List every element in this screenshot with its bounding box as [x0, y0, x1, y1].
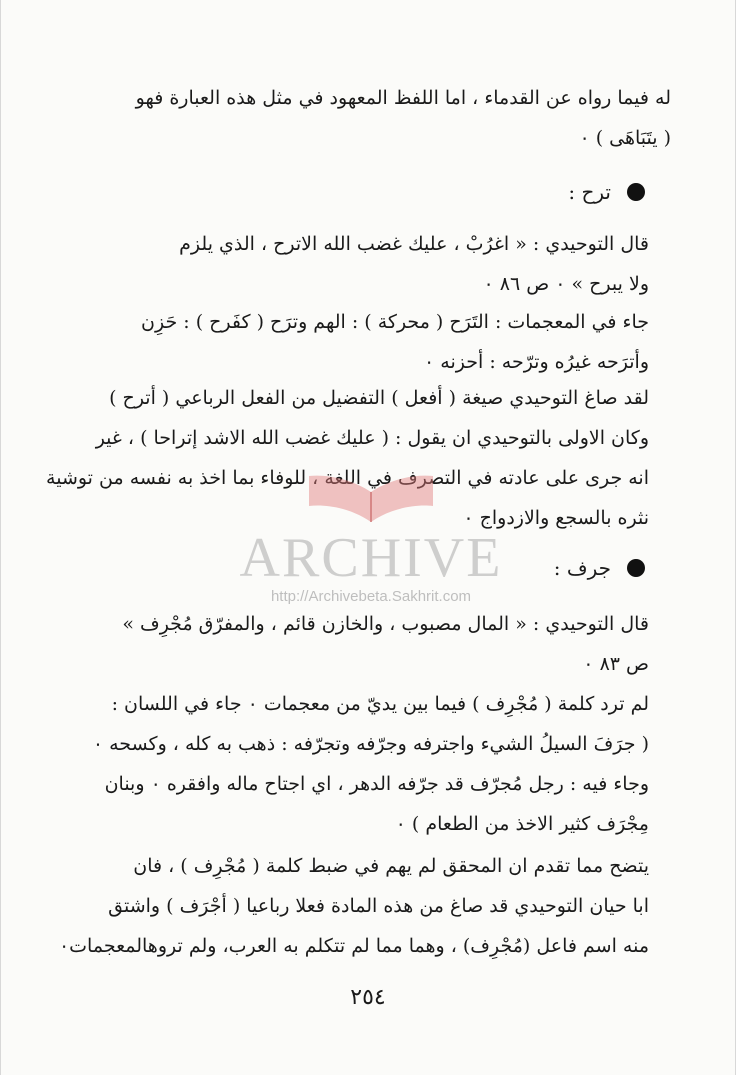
- watermark-url: http://Archivebeta.Sakhrit.com: [270, 588, 472, 605]
- section-2-lexicon: [79, 684, 671, 844]
- intro-paragraph: [79, 78, 671, 158]
- text-line: لقد صاغ التوحيدي صيغة ( أفعل ) التفضيل من الفعل الرباعي ( أترح ): [109, 387, 649, 409]
- text-line: منه اسم فاعل (مُجْرِف) ، وهما مما لم تتكلم به العرب، ولم تروهالمعجمات٠: [58, 935, 649, 957]
- section-1-comment: [46, 378, 671, 538]
- section-heading-label: جرف :: [553, 556, 611, 580]
- text-line: وكان الاولى بالتوحيدي ان يقول : ( عليك غضب الله الاشد إتراحا ) ، غير: [95, 427, 649, 449]
- text-line: يتضح مما تقدم ان المحقق لم يهم في ضبط كلمة ( مُجْرِف ) ، فان: [133, 855, 649, 877]
- watermark-title: ARCHIVE: [239, 527, 503, 589]
- page-number: ٢٥٤: [350, 985, 386, 1010]
- text-line: مِجْرَف كثير الاخذ من الطعام ) ٠: [395, 813, 649, 835]
- text-line: ولا يبرح » ٠ ص ٨٦ ٠: [483, 273, 649, 295]
- section-heading-label: ترح :: [568, 180, 611, 204]
- text-line: ص ٨٣ ٠: [583, 653, 649, 675]
- section-heading-jarf: [445, 548, 645, 588]
- section-heading-tarah: [445, 172, 645, 212]
- text-line: لم ترد كلمة ( مُجْرِف ) فيما بين يديّ من معجمات ٠ جاء في اللسان :: [111, 693, 649, 715]
- text-line: نثره بالسجع والازدواج ٠: [463, 507, 649, 529]
- text-line: ( يتَبَاهَى ) ٠: [579, 127, 671, 149]
- text-line: قال التوحيدي : « المال مصبوب ، والخازن قائم ، والمفرّق مُجْرِف »: [122, 613, 649, 635]
- text-line: ( جرَفَ السيلُ الشيء واجترفه وجرّفه وتجرّفه : ذهب به كله ، وكسحه ٠: [92, 733, 649, 755]
- text-line: وأترَحه غيرُه وترّحه : أحزنه ٠: [424, 351, 649, 373]
- section-2-quote: [79, 604, 671, 684]
- text-line: انه جرى على عادته في التصرف في اللغة ، للوفاء بما اخذ به نفسه من توشية: [46, 467, 649, 489]
- text-line: ابا حيان التوحيدي قد صاغ من هذه المادة فعلا رباعيا ( أجْرَف ) واشتق: [108, 895, 649, 917]
- section-1-quote: [79, 224, 671, 304]
- text-line: جاء في المعجمات : التَرَح ( محركة ) : الهم وترَح ( كفَرح ) : حَزِن: [141, 311, 649, 333]
- text-line: قال التوحيدي : « اغرُبْ ، عليك غضب الله الاترح ، الذي يلزم: [179, 233, 649, 255]
- section-1-lexicon: [79, 302, 671, 382]
- text-line: وجاء فيه : رجل مُجرّف قد جرّفه الدهر ، اي اجتاح ماله وافقره ٠ وبنان: [104, 773, 649, 795]
- bullet-icon: [627, 183, 645, 201]
- bullet-icon: [627, 559, 645, 577]
- text-line: له فيما رواه عن القدماء ، اما اللفظ المعهود في مثل هذه العبارة فهو: [135, 87, 671, 109]
- section-2-comment: [58, 846, 671, 966]
